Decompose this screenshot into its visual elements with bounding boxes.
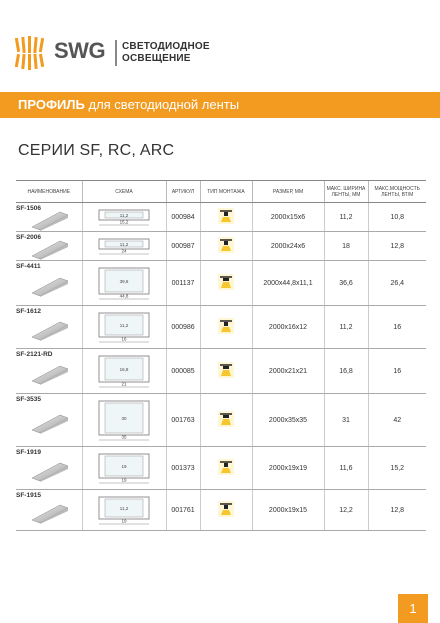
cell-article: 000984 (166, 203, 200, 232)
cell-mount (200, 490, 252, 531)
scheme-outer-dimension: 16 (121, 336, 127, 342)
cell-mount (200, 394, 252, 447)
cell-mount (200, 306, 252, 349)
product-name: SF-2006 (16, 234, 41, 241)
table-row (16, 232, 426, 261)
mount-type-icon (218, 459, 234, 475)
cell-scheme (82, 490, 166, 531)
scheme-inner-dimension: 30 (121, 416, 127, 421)
cell-name (16, 261, 82, 306)
profile-photo-icon (30, 209, 70, 231)
brand-name: SWG (54, 38, 106, 63)
scheme-inner-dimension: 11,2 (119, 213, 129, 218)
scheme-inner-dimension: 19 (121, 464, 127, 469)
profile-scheme-diagram (92, 449, 156, 485)
cell-power: 12,8 (368, 490, 426, 531)
cell-power: 42 (368, 394, 426, 447)
mount-type-icon (218, 362, 234, 378)
cell-size: 2000x15x6 (252, 203, 324, 232)
profile-scheme-diagram (92, 351, 156, 389)
scheme-inner-dimension: 39,6 (119, 279, 129, 284)
product-name: SF-2121-RD (16, 351, 53, 358)
cell-scheme (82, 306, 166, 349)
cell-scheme (82, 232, 166, 261)
cell-width: 36,6 (324, 261, 368, 306)
cell-article: 001763 (166, 394, 200, 447)
table-row (16, 394, 426, 447)
col-header-size: РАЗМЕР, ММ (252, 181, 324, 203)
product-table (16, 180, 426, 531)
cell-scheme (82, 261, 166, 306)
profile-scheme-diagram (92, 492, 156, 526)
table-row (16, 349, 426, 394)
brand-tagline (122, 41, 210, 65)
profile-photo-icon (30, 412, 70, 434)
cell-article: 000085 (166, 349, 200, 394)
cell-size: 2000x21x21 (252, 349, 324, 394)
cell-width: 11,2 (324, 306, 368, 349)
cell-mount (200, 349, 252, 394)
cell-width: 11,6 (324, 447, 368, 490)
table-row (16, 203, 426, 232)
profile-photo-icon (30, 319, 70, 341)
profile-photo-icon (30, 460, 70, 482)
cell-article: 001761 (166, 490, 200, 531)
cell-power: 15,2 (368, 447, 426, 490)
cell-power: 26,4 (368, 261, 426, 306)
scheme-outer-dimension: 44,8 (119, 293, 129, 299)
scheme-inner-dimension: 16,8 (119, 367, 129, 372)
banner-title (18, 97, 239, 112)
scheme-inner-dimension: 11,2 (119, 323, 129, 328)
section-banner (0, 92, 440, 118)
mount-type-icon (218, 237, 234, 253)
cell-mount (200, 232, 252, 261)
cell-size: 2000x24x6 (252, 232, 324, 261)
profile-scheme-diagram (92, 234, 156, 256)
cell-width: 12,2 (324, 490, 368, 531)
cell-name (16, 232, 82, 261)
cell-size: 2000x19x19 (252, 447, 324, 490)
product-name: SF-1506 (16, 205, 41, 212)
scheme-inner-dimension: 11,2 (119, 242, 129, 247)
cell-power: 10,8 (368, 203, 426, 232)
banner-title-bold: ПРОФИЛЬ (18, 97, 85, 112)
scheme-outer-dimension: 15,2 (119, 219, 129, 225)
cell-width: 16,8 (324, 349, 368, 394)
banner-title-rest: для светодиодной ленты (84, 97, 240, 112)
cell-size: 2000x19x15 (252, 490, 324, 531)
table-row (16, 447, 426, 490)
cell-power: 12,8 (368, 232, 426, 261)
cell-name (16, 203, 82, 232)
cell-width: 18 (324, 232, 368, 261)
cell-name (16, 447, 82, 490)
table-row (16, 306, 426, 349)
brand-tagline-line1: СВЕТОДИОДНОЕ (122, 41, 210, 52)
cell-scheme (82, 203, 166, 232)
scheme-inner-dimension: 11,2 (119, 506, 129, 511)
cell-name (16, 306, 82, 349)
table-header-row (16, 181, 426, 203)
profile-photo-icon (30, 238, 70, 260)
mount-type-icon (218, 208, 234, 224)
cell-mount (200, 203, 252, 232)
profile-scheme-diagram (92, 396, 156, 442)
scheme-outer-dimension: 24 (121, 248, 127, 254)
logo-divider (115, 40, 117, 66)
scheme-outer-dimension: 19 (121, 477, 127, 483)
product-name: SF-4411 (16, 263, 41, 270)
profile-scheme-diagram (92, 308, 156, 344)
col-header-power: МАКС.МОЩНОСТЬ ЛЕНТЫ, ВТ/М (368, 181, 426, 203)
mount-type-icon (218, 411, 234, 427)
cell-article: 000987 (166, 232, 200, 261)
brand-logo (14, 36, 214, 76)
profile-photo-icon (30, 502, 70, 524)
profile-photo-icon (30, 275, 70, 297)
profile-scheme-diagram (92, 263, 156, 301)
cell-size: 2000x35x35 (252, 394, 324, 447)
cell-size: 2000x16x12 (252, 306, 324, 349)
mount-type-icon (218, 274, 234, 290)
cell-name (16, 349, 82, 394)
cell-article: 000986 (166, 306, 200, 349)
mount-type-icon (218, 318, 234, 334)
profile-photo-icon (30, 363, 70, 385)
cell-name (16, 394, 82, 447)
table-row (16, 261, 426, 306)
cell-name (16, 490, 82, 531)
col-header-scheme: СХЕМА (82, 181, 166, 203)
page-number: 1 (398, 594, 428, 623)
swg-logo-icon (14, 36, 50, 70)
brand-tagline-line2: ОСВЕЩЕНИЕ (122, 53, 191, 64)
product-name: SF-1915 (16, 492, 41, 499)
cell-width: 31 (324, 394, 368, 447)
cell-article: 001373 (166, 447, 200, 490)
product-name: SF-3535 (16, 396, 41, 403)
cell-power: 16 (368, 349, 426, 394)
table-row (16, 490, 426, 531)
col-header-mount: ТИП МОНТАЖА (200, 181, 252, 203)
cell-article: 001137 (166, 261, 200, 306)
col-header-article: АРТИКУЛ (166, 181, 200, 203)
cell-scheme (82, 394, 166, 447)
cell-scheme (82, 447, 166, 490)
series-title: СЕРИИ SF, RC, ARC (18, 142, 175, 159)
product-name: SF-1919 (16, 449, 41, 456)
col-header-width: МАКС. ШИРИНА ЛЕНТЫ, ММ (324, 181, 368, 203)
mount-type-icon (218, 501, 234, 517)
profile-scheme-diagram (92, 205, 156, 227)
col-header-name: НАИМЕНОВАНИЕ (16, 181, 82, 203)
cell-size: 2000x44,8x11,1 (252, 261, 324, 306)
cell-mount (200, 447, 252, 490)
cell-power: 16 (368, 306, 426, 349)
cell-scheme (82, 349, 166, 394)
scheme-outer-dimension: 19 (121, 518, 127, 524)
scheme-outer-dimension: 35 (121, 434, 127, 440)
cell-mount (200, 261, 252, 306)
product-name: SF-1612 (16, 308, 41, 315)
scheme-outer-dimension: 21 (121, 381, 127, 387)
cell-width: 11,2 (324, 203, 368, 232)
